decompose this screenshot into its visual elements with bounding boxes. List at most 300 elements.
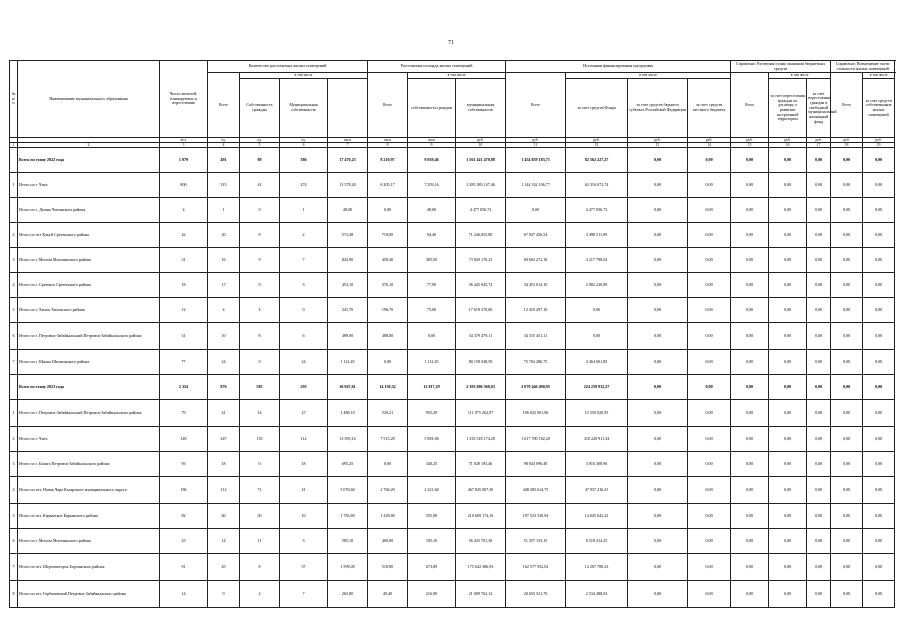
unit-cell: руб. [628,138,688,143]
value-cell: 0,00 [769,173,807,198]
value-cell: 386 [280,148,328,173]
value-cell: 14 [208,529,240,554]
value-cell: 247 [208,427,240,452]
value-cell: 489,00 [328,323,368,350]
value-cell: 1 079 [160,148,208,173]
value-cell: 4 477 056,72 [566,198,628,223]
unit-cell: ед. [280,138,328,143]
value-cell: 216,90 [408,581,456,608]
row-number-cell [10,198,18,223]
municipality-name-cell: Итого по г. Сретенск Сретенского района [18,273,160,298]
value-cell: 42 [160,223,208,248]
value-cell: 0,00 [628,554,688,581]
value-cell: 6 205,17 [368,173,408,198]
column-number-cell: 19 [863,143,895,148]
value-cell: 265,80 [328,581,368,608]
municipality-name-cell: Итого по пгт. Новая Чара Каларского муниципального округа [18,477,160,504]
value-cell: 12 817,29 [408,375,456,400]
value-cell: 17 618 370,00 [456,298,506,323]
value-cell: 0 [240,273,280,298]
value-cell: 175 642 386,93 [456,554,506,581]
value-cell: 673,89 [408,554,456,581]
value-cell: 585,10 [328,529,368,554]
resettlement-table [9,60,895,608]
value-cell: 0,00 [807,323,831,350]
value-cell: 0,00 [831,148,863,173]
value-cell: 14 130,32 [368,375,408,400]
value-cell: 0,00 [769,529,807,554]
value-cell: 4 [208,298,240,323]
value-cell: 5 881,06 [408,427,456,452]
value-cell: 0,00 [807,452,831,477]
value-cell: 135 [240,427,280,452]
value-cell: 340,25 [408,452,456,477]
value-cell: 0,00 [731,248,769,273]
ref2-a-header: за счет средств собственников жилых помещений [863,79,895,138]
value-cell: 0,00 [863,173,895,198]
value-cell: 0,00 [769,504,807,529]
value-cell: 0,00 [688,198,731,223]
value-cell: 0,00 [688,452,731,477]
value-cell: 0,00 [731,375,769,400]
value-cell: 31 [160,248,208,273]
table-body [10,138,895,608]
value-cell: 40 [208,504,240,529]
municipality-name-cell: Итого по г. Чита [18,173,160,198]
value-cell: 0,00 [807,529,831,554]
unit-cell: руб. [566,138,628,143]
table-row [10,452,895,477]
table-row [10,529,895,554]
value-cell: 718,00 [368,223,408,248]
value-cell: 47 937 416,41 [566,477,628,504]
municipality-name-cell: Итого по г. Баляга Петровск-Забайкальского района [18,452,160,477]
municipality-name-cell: Итого по г. Могоча Могочинского района [18,248,160,273]
value-cell: 0,00 [769,554,807,581]
value-cell: 310 220 911,34 [566,427,628,452]
value-cell: 71 [240,477,280,504]
value-cell: 0,00 [807,148,831,173]
value-cell: 585 [240,375,280,400]
table-row [10,173,895,198]
col-num-header: № п/п [10,61,18,138]
total-row [10,148,895,173]
value-cell: 1 561 421 470,88 [456,148,506,173]
value-cell: 955,29 [408,400,456,427]
column-number-cell: 5 [240,143,280,148]
value-cell: 0,00 [688,273,731,298]
value-cell: 71 246,055,80 [456,223,506,248]
row-number-cell: 8 [10,581,18,608]
value-cell: 843,90 [328,248,368,273]
municipality-name-cell: Итого по г. Чита [18,427,160,452]
value-cell: 91 [160,554,208,581]
table-row [10,273,895,298]
value-cell: 0 [240,198,280,223]
value-cell: 0,00 [628,452,688,477]
value-cell: 0,00 [769,452,807,477]
table-row [10,248,895,273]
area-municipal-header: муниципальная собственность [456,79,506,138]
value-cell: 0,00 [628,198,688,223]
value-cell: 0,00 [863,554,895,581]
value-cell: 112 [280,427,328,452]
value-cell: 2 354 [160,375,208,400]
value-cell: 0,00 [807,273,831,298]
value-cell: 0,00 [831,529,863,554]
value-cell: 0,00 [688,581,731,608]
ref1-group-header: Справочно: Расчетная сумма экономии бюджетных средств [731,61,831,73]
value-cell: 0,00 [863,427,895,452]
value-cell: 0,00 [688,375,731,400]
value-cell: 0,00 [628,581,688,608]
value-cell: 75 704 286,75 [506,350,566,375]
subject-header: за счет средств бюджета субъекта Российской Федерации [628,79,688,138]
value-cell: 79 [160,400,208,427]
value-cell: 0,00 [731,298,769,323]
value-cell: 0,00 [807,504,831,529]
value-cell: 0,00 [688,173,731,198]
value-cell: 0,00 [769,198,807,223]
unit-cell: кв.м [408,138,456,143]
value-cell: 98 043 096,49 [506,452,566,477]
value-cell: 0,00 [863,400,895,427]
value-cell: 13 578,20 [328,173,368,198]
value-cell: 12 207 780,23 [566,554,628,581]
page-number: 71 [448,40,454,46]
value-cell: 3 498 511,09 [566,223,628,248]
municipality-name-cell: Итого по пгт Кокуй Сретенского района [18,223,160,248]
value-cell: 0,00 [831,223,863,248]
value-cell: 0,00 [368,452,408,477]
value-cell: 0,00 [769,323,807,350]
value-cell: 349 [160,427,208,452]
value-cell: 0,00 [769,248,807,273]
table-row [10,504,895,529]
value-cell: 31 [160,323,208,350]
value-cell: 0,00 [831,350,863,375]
value-cell: 1 112,45 [408,350,456,375]
value-cell: 210 669 174,16 [456,504,506,529]
value-cell: 0,00 [807,223,831,248]
value-cell: 20 655 521,70 [506,581,566,608]
col-name-header: Наименование муниципального образования [18,61,160,138]
rooms-group-header: Количество расселяемых жилых помещений [208,61,368,73]
value-cell: 0,00 [566,298,628,323]
value-cell: 400,00 [368,529,408,554]
value-cell: 1 335 518 174,28 [456,427,506,452]
column-number-cell: 7 [328,143,368,148]
value-cell: 274 [280,173,328,198]
table-row [10,323,895,350]
table-row [10,198,895,223]
column-number-cell: 4 [208,143,240,148]
value-cell: 56 435 701,30 [456,529,506,554]
value-cell: 0,00 [831,477,863,504]
value-cell: 0,00 [731,350,769,375]
value-cell: 0,00 [731,323,769,350]
value-cell: 0,00 [688,529,731,554]
value-cell: 34 379 479,11 [456,323,506,350]
row-number-cell: 4 [10,477,18,504]
unit-cell: кв.м [368,138,408,143]
value-cell: 0,00 [769,375,807,400]
value-cell: 0,00 [731,581,769,608]
municipality-name-cell: Итого по с. Домна Читинского района [18,198,160,223]
area-private-header: собственность граждан [408,79,456,138]
value-cell: 48,00 [408,198,456,223]
value-cell: 1 228,80 [368,504,408,529]
value-cell: 0,00 [688,400,731,427]
row-number-cell: 2 [10,223,18,248]
column-number-cell: 2 [18,143,160,148]
value-cell: 0,00 [628,427,688,452]
value-cell: 0,00 [628,223,688,248]
value-cell: 0,00 [807,581,831,608]
value-cell: 0,00 [807,427,831,452]
value-cell: 8 [240,323,280,350]
value-cell: 9 059,46 [408,148,456,173]
col-people-header: Число жителей, планируемых к переселению [160,61,208,138]
value-cell: 24 [280,350,328,375]
value-cell: 0,00 [807,554,831,581]
value-cell: 69 602 272,18 [506,248,566,273]
unit-cell: руб. [863,138,895,143]
value-cell: 73 820 170,23 [456,248,506,273]
total-row [10,375,895,400]
value-cell: 0,00 [628,529,688,554]
value-cell: 0,00 [863,198,895,223]
value-cell: 0 [240,452,280,477]
value-cell: 18 [208,452,240,477]
value-cell: 2 303 696 360,03 [456,375,506,400]
row-number-cell: 7 [10,554,18,581]
value-cell: 0,00 [628,375,688,400]
table-row [10,554,895,581]
value-cell: 0,00 [831,581,863,608]
value-cell: 16 [208,248,240,273]
value-cell: 0,00 [863,477,895,504]
value-cell: 1 454 859 183,71 [506,148,566,173]
value-cell: 0,00 [628,273,688,298]
value-cell: 0,00 [688,427,731,452]
value-cell: 0,00 [863,529,895,554]
value-cell: 0,00 [688,554,731,581]
value-cell: 0,00 [731,198,769,223]
table-row [10,477,895,504]
value-cell: 1 [208,198,240,223]
row-number-cell: 6 [10,529,18,554]
unit-cell: ед. [240,138,280,143]
value-cell: 0,00 [831,298,863,323]
value-cell: 2 766,20 [368,477,408,504]
column-number-cell: 13 [628,143,688,148]
value-cell: 11 [240,529,280,554]
value-cell: 2 534 488,03 [566,581,628,608]
value-cell: 0,00 [688,298,731,323]
value-cell: 6 [280,323,328,350]
unit-cell: ед. [208,138,240,143]
value-cell: 0,00 [769,223,807,248]
value-cell: 15 550 020,95 [566,400,628,427]
value-cell: 0,00 [731,477,769,504]
value-cell: 0,00 [731,529,769,554]
value-cell: 10 [280,504,328,529]
value-cell: 0,00 [831,427,863,452]
value-cell: 5 070,60 [328,477,368,504]
value-cell: 0,00 [769,400,807,427]
value-cell: 800 [160,173,208,198]
value-cell: 0,00 [731,273,769,298]
value-cell: 112 [208,477,240,504]
column-number-cell: 12 [566,143,628,148]
value-cell: 162 577 952,02 [506,554,566,581]
row-number-cell: 2 [10,427,18,452]
value-cell: 186 [160,477,208,504]
ref1-total-header: Всего [731,73,769,138]
municipality-name-cell: Итого по г. Могоча Могочинского района [18,529,160,554]
value-cell: 0,00 [628,350,688,375]
value-cell: 0,00 [628,173,688,198]
value-cell: 82 [160,504,208,529]
value-cell: 224 259 932,27 [566,375,628,400]
value-cell: 467 845 007,30 [456,477,506,504]
value-cell: 0,00 [408,323,456,350]
value-cell: 0,00 [863,323,895,350]
value-cell: 0,00 [831,375,863,400]
value-cell: 14 [240,400,280,427]
value-cell: 0,00 [628,248,688,273]
value-cell: 2 [240,581,280,608]
value-cell: 0,00 [863,248,895,273]
value-cell: 77 [160,350,208,375]
municipality-name-cell: Итого по г. Петровск-Забайкальский Петровск-Забайкальского района [18,323,160,350]
value-cell: 48,00 [328,198,368,223]
value-cell: 1 285 383 147,46 [456,173,506,198]
value-cell: 293 [280,375,328,400]
value-cell: 7 515,20 [368,427,408,452]
unit-cell: руб. [688,138,731,143]
value-cell: 12 410 297,10 [506,298,566,323]
value-cell: 3 816 308,96 [566,452,628,477]
row-number-cell: 1 [10,173,18,198]
value-cell: 0,00 [863,350,895,375]
area-group-header: Расселяемая площадь жилых помещений [368,61,506,73]
value-cell: 9 [208,581,240,608]
column-number-cell: 15 [731,143,769,148]
value-cell: 0,00 [831,504,863,529]
value-cell: 0,00 [769,477,807,504]
value-cell: 2 [280,223,328,248]
value-cell: 0,00 [769,427,807,452]
value-cell: 89 [240,148,280,173]
column-number-cell: 18 [831,143,863,148]
value-cell: 0,00 [688,350,731,375]
value-cell: 0,00 [863,298,895,323]
finance-incl-header: в том числе [566,73,731,79]
unit-cell: руб. [769,138,807,143]
value-cell: 0,00 [731,148,769,173]
value-cell: 185,10 [408,529,456,554]
value-cell: 491 [208,148,240,173]
value-cell: 2 079 446 490,95 [506,375,566,400]
municipality-name-cell: Итого по г. Шилка Шилкинского района [18,350,160,375]
value-cell: 49,40 [368,581,408,608]
value-cell: 197 523 530,94 [506,504,566,529]
municipality-name-cell: Всего по этапу 2022 года [18,148,160,173]
value-cell: 0,00 [628,504,688,529]
value-cell: 62 316 072,74 [566,173,628,198]
value-cell: 572,48 [328,223,368,248]
value-cell: 0,00 [731,223,769,248]
table-row [10,298,895,323]
ref2-total-header: Всего [831,73,863,138]
unit-cell: руб. [731,138,769,143]
table-row [10,223,895,248]
value-cell: 75,00 [408,298,456,323]
municipality-name-cell: Итого по пгт. Шерловогорск Борзинского района [18,554,160,581]
value-cell: 0,00 [731,400,769,427]
area-incl-header: в том числе [408,73,506,79]
value-cell: 36 445 045,74 [456,273,506,298]
row-number-cell: 6 [10,323,18,350]
value-cell: 41 [208,400,240,427]
ref1-incl-header: в том числе [769,73,831,79]
value-cell: 0,00 [628,400,688,427]
row-number-cell: 4 [10,273,18,298]
value-cell: 0,00 [863,148,895,173]
row-number-cell [10,148,18,173]
value-cell: 1 783,69 [328,504,368,529]
value-cell: 77,00 [408,273,456,298]
value-cell: 93 [160,452,208,477]
value-cell: 3 [280,529,328,554]
value-cell: 376,10 [368,273,408,298]
value-cell: 1 144 332 106,77 [506,173,566,198]
rooms-total-header: Всего [208,73,240,138]
value-cell: 0,00 [831,323,863,350]
value-cell: 8 [240,554,280,581]
value-cell: 0,00 [807,198,831,223]
unit-cell: чел. [160,138,208,143]
value-cell: 0,00 [731,173,769,198]
value-cell: 0,00 [863,375,895,400]
rooms-private-header: Собственность граждан [240,79,280,138]
value-cell: 4 [240,298,280,323]
value-cell: 0,00 [807,248,831,273]
value-cell: 0,00 [831,452,863,477]
fund-header: за счет средств Фонда [566,79,628,138]
row-number-cell: 5 [10,298,18,323]
value-cell: 41 [280,477,328,504]
value-cell: 17 470,23 [328,148,368,173]
value-cell: 18 [160,273,208,298]
value-cell: 0,00 [831,248,863,273]
value-cell: 10 [208,323,240,350]
column-number-cell: 8 [368,143,408,148]
value-cell: 0,00 [731,554,769,581]
value-cell: 0,00 [368,350,408,375]
value-cell: 0,00 [688,148,731,173]
municipality-name-cell: Итого по г. Хилок Хилокского района [18,298,160,323]
row-number-cell: 3 [10,248,18,273]
value-cell: 67 947 456,54 [506,223,566,248]
area-total-header: Всего [368,73,408,138]
row-number-cell [10,375,18,400]
value-cell: 0,00 [688,323,731,350]
finance-group-header: Источники финансирования программы [506,61,731,73]
value-cell: 0,00 [863,581,895,608]
